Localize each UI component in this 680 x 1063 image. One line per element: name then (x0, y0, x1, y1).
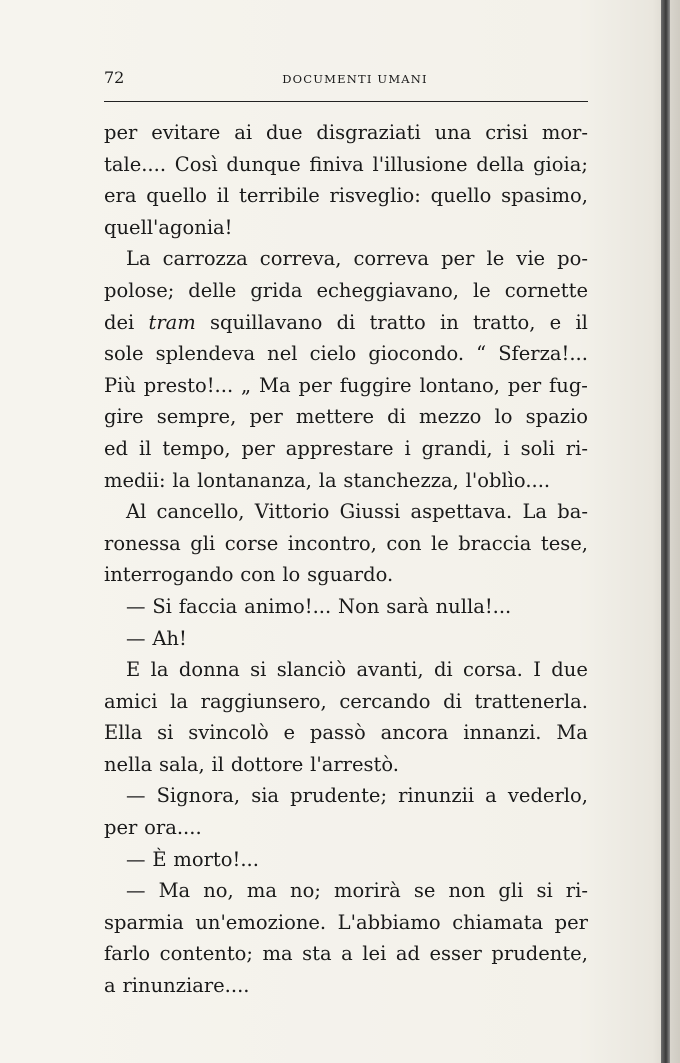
word: ri- (565, 436, 588, 460)
word: per (507, 373, 542, 397)
word: passò (309, 721, 366, 745)
word: con (386, 531, 422, 555)
word: soli (520, 436, 555, 460)
word: esser (429, 942, 482, 966)
word: si (157, 721, 174, 745)
word: splendeva (155, 342, 256, 366)
word: a (485, 784, 497, 808)
word: grida (250, 278, 303, 302)
word: amici (104, 689, 158, 713)
word: il (575, 310, 588, 334)
word: stanchezza, (343, 468, 459, 492)
word: le (486, 247, 505, 271)
word: crisi (485, 121, 528, 144)
word: con (240, 563, 276, 587)
word: “ (476, 342, 487, 366)
word: ma (246, 879, 277, 903)
word: Giussi (339, 500, 401, 524)
text-line (104, 938, 588, 970)
text-line (104, 370, 588, 402)
word: sempre, (156, 405, 237, 429)
text-line (104, 465, 588, 497)
word: apprestare (285, 436, 394, 460)
text-line (104, 149, 588, 181)
word: il (211, 752, 225, 776)
word: sala, (159, 752, 205, 776)
text-line (104, 875, 588, 907)
word: polose; (104, 278, 175, 302)
word: l'arrestò. (310, 752, 399, 776)
word: farlo (104, 942, 151, 966)
word: Ella (104, 721, 143, 745)
word: a (341, 942, 353, 966)
text-line (104, 844, 588, 876)
word: lontananza, (197, 468, 312, 492)
text-line (104, 243, 588, 275)
word: lo (494, 405, 513, 429)
word: due (551, 658, 588, 682)
word: per (298, 373, 332, 397)
word: faccia (178, 594, 238, 618)
word: animo!... (244, 594, 332, 618)
word: L'abbiamo (337, 910, 441, 934)
word: la (318, 468, 337, 492)
word: Ma (158, 879, 191, 903)
word: risveglio: (329, 184, 421, 208)
word: a (104, 974, 116, 998)
text-line (104, 591, 588, 623)
word: Sferza!... (498, 342, 588, 366)
word: delle (188, 278, 237, 302)
text-line (104, 654, 588, 686)
word: ma (262, 942, 293, 966)
word: correva, (259, 247, 342, 271)
word: mor- (541, 121, 588, 144)
page-number: 72 (104, 68, 125, 87)
word: spazio (525, 405, 588, 429)
word: lei (362, 942, 387, 966)
word: svincolò (188, 721, 269, 745)
word: donna (178, 658, 240, 682)
word: le (472, 278, 491, 302)
word: innanzi. (463, 721, 542, 745)
word: nel (267, 342, 298, 366)
word: È (152, 847, 167, 871)
word: tale.... (104, 152, 167, 176)
word: gli (190, 531, 216, 555)
word: i (404, 436, 411, 460)
word: tram (148, 310, 196, 334)
word: La (522, 500, 548, 524)
word: spasimo, (501, 184, 588, 208)
word: sole (104, 342, 144, 366)
word: braccia (458, 531, 532, 555)
word: medii: (104, 468, 166, 492)
word: correva (353, 247, 430, 271)
word: un'emozione. (195, 910, 327, 934)
word: e (549, 310, 562, 334)
word: cornette (504, 278, 588, 302)
word: era (104, 184, 137, 208)
word: per (241, 436, 275, 460)
word: echeggiavano, (316, 278, 459, 302)
word: Vittorio (254, 500, 330, 524)
word: ri- (565, 879, 588, 903)
word: po- (557, 247, 588, 271)
word: corsa. (463, 658, 523, 682)
word: sparmia (104, 910, 184, 934)
word: chiamata (452, 910, 544, 934)
word: la (170, 689, 189, 713)
word: per (104, 121, 138, 144)
text-line (104, 717, 588, 749)
word: per (441, 247, 475, 271)
word: corse (224, 531, 279, 555)
word: di (443, 689, 462, 713)
running-title: DOCUMENTI UMANI (282, 72, 428, 86)
word: ad (395, 942, 420, 966)
text-line (104, 812, 588, 844)
word: quello (430, 184, 492, 208)
word: — (126, 594, 146, 618)
word: Non (338, 594, 380, 618)
word: ed (104, 436, 129, 460)
word: Più (104, 373, 136, 397)
word: prudente, (491, 942, 588, 966)
word: della (476, 152, 525, 176)
word: Ma (259, 373, 291, 397)
word: — (126, 784, 146, 808)
text-line (104, 623, 588, 655)
word: ora.... (144, 816, 202, 840)
text-line (104, 970, 588, 1002)
text-line (104, 117, 588, 149)
body-text (104, 117, 588, 1002)
word: ba- (557, 500, 588, 524)
text-line (104, 780, 588, 812)
word: e (283, 721, 296, 745)
word: Signora, (156, 784, 241, 808)
text-line (104, 307, 588, 339)
word: — (126, 847, 146, 871)
text-line (104, 275, 588, 307)
word: incontro, (287, 531, 377, 555)
word: l'oblìo.... (465, 468, 551, 492)
text-line (104, 559, 588, 591)
word: una (434, 121, 472, 144)
word: gire (104, 405, 144, 429)
word: carrozza (162, 247, 248, 271)
word: interrogando (104, 563, 234, 587)
header-rule (104, 101, 588, 102)
word: sguardo. (307, 563, 394, 587)
word: per (249, 405, 283, 429)
word: di (433, 658, 453, 682)
word: morirà (333, 879, 401, 903)
word: di (336, 310, 356, 334)
word: Si (152, 594, 172, 618)
word: giocondo. (368, 342, 465, 366)
word: in (439, 310, 459, 334)
word: Così (174, 152, 218, 176)
word: disgraziati (316, 121, 421, 144)
word: — (126, 879, 146, 903)
word: nella (104, 752, 153, 776)
text-line (104, 338, 588, 370)
page-edge-shadow (661, 0, 670, 1063)
word: fug- (549, 373, 588, 397)
word: ancora (380, 721, 449, 745)
word: per (554, 910, 588, 934)
word: la (150, 658, 169, 682)
running-head (104, 68, 588, 92)
word: sia (251, 784, 280, 808)
text-line (104, 749, 588, 781)
word: trattenerla. (474, 689, 588, 713)
word: la (172, 468, 191, 492)
word: — (126, 626, 146, 650)
word: slanciò (276, 658, 347, 682)
word: dottore (230, 752, 304, 776)
word: se (413, 879, 436, 903)
word: „ (241, 373, 252, 397)
word: raggiunsero, (200, 689, 327, 713)
word: tempo, (162, 436, 231, 460)
word: tratto, (473, 310, 536, 334)
word: avanti, (356, 658, 424, 682)
word: il (138, 436, 152, 460)
word: quello (146, 184, 208, 208)
word: mettere (295, 405, 375, 429)
word: presto!... (143, 373, 234, 397)
word: i (503, 436, 510, 460)
word: si (250, 658, 267, 682)
word: fuggire (339, 373, 412, 397)
word: finiva (309, 152, 364, 176)
word: terribile (238, 184, 320, 208)
word: Ma (556, 721, 588, 745)
word: tratto (369, 310, 426, 334)
text-line (104, 180, 588, 212)
word: per (104, 816, 138, 840)
word: E (126, 658, 141, 682)
word: Ah! (152, 626, 187, 650)
text-line (104, 433, 588, 465)
text-line (104, 907, 588, 939)
text-line (104, 401, 588, 433)
word: si (536, 879, 553, 903)
word: cercando (339, 689, 431, 713)
word: lo (282, 563, 301, 587)
word: squillavano (210, 310, 323, 334)
word: le (431, 531, 449, 555)
word: I (533, 658, 541, 682)
word: tese, (540, 531, 588, 555)
word: gioia; (533, 152, 588, 176)
word: cielo (309, 342, 357, 366)
word: prudente; (290, 784, 388, 808)
word: La (126, 247, 151, 271)
word: evitare (151, 121, 221, 144)
word: il (216, 184, 230, 208)
word: vie (516, 247, 546, 271)
word: ai (234, 121, 253, 144)
word: rinunzii (398, 784, 475, 808)
word: sta (302, 942, 332, 966)
word: quell'agonia! (104, 215, 233, 239)
text-line (104, 528, 588, 560)
word: morto!... (173, 847, 259, 871)
word: no; (290, 879, 321, 903)
word: non (448, 879, 486, 903)
word: aspettava. (410, 500, 513, 524)
text-line (104, 496, 588, 528)
word: l'illusione (372, 152, 468, 176)
word: no, (203, 879, 234, 903)
word: dei (104, 310, 135, 334)
word: contento; (159, 942, 253, 966)
word: vederlo, (507, 784, 588, 808)
text-line (104, 686, 588, 718)
word: rinunziare.... (122, 974, 250, 998)
word: sarà (386, 594, 429, 618)
word: di (387, 405, 406, 429)
word: Al (126, 500, 147, 524)
word: gli (498, 879, 524, 903)
word: cancello, (156, 500, 245, 524)
word: dunque (226, 152, 301, 176)
word: due (265, 121, 303, 144)
text-line (104, 212, 588, 244)
word: grandi, (421, 436, 493, 460)
word: nulla!... (435, 594, 512, 618)
word: mezzo (419, 405, 482, 429)
word: lontano, (419, 373, 500, 397)
word: ronessa (104, 531, 181, 555)
